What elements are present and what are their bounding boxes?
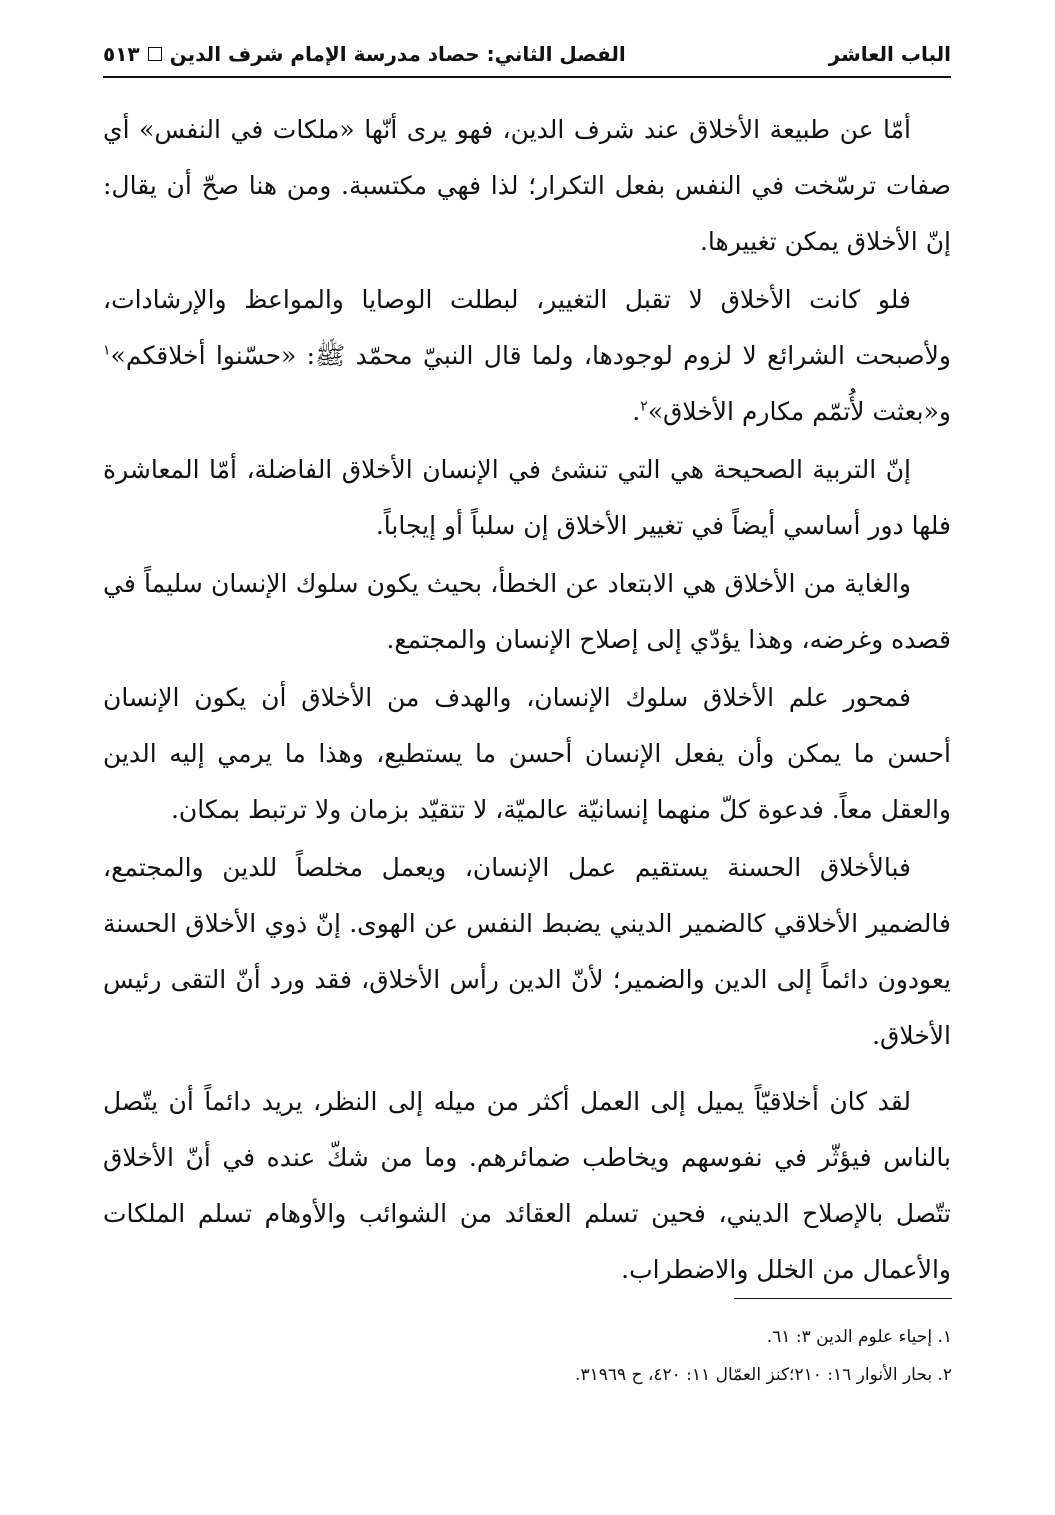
footnote-ref-2[interactable]: ٢ — [640, 398, 648, 415]
paragraph-3: إنّ التربية الصحيحة هي التي تنشئ في الإنسان الأخلاق الفاضلة، أمّا المعاشرة فلها دور أساسي أيضاً في تغيير الأخلاق إن سلباً أو إيجاباً. — [103, 455, 951, 540]
paragraph-4: والغاية من الأخلاق هي الابتعاد عن الخطأ، بحيث يكون سلوك الإنسان سليماً في قصده وغرضه، وهذا يؤدّي إلى إصلاح الإنسان والمجتمع. — [103, 569, 951, 654]
header-rule — [103, 76, 951, 78]
footnote-ref-1[interactable]: ١ — [103, 342, 111, 359]
paragraph-2-part-2: و«بعثت لأُتمّم مكارم الأخلاق» — [647, 397, 951, 426]
paragraph-2-part-1: فلو كانت الأخلاق لا تقبل التغيير، لبطلت الوصايا والمواعظ والإرشادات، ولأصبحت الشرائع لا لزوم لوجودها، ولما قال النبيّ محمّد ﷺ: «حسّنوا أخلاقكم» — [103, 285, 951, 370]
paragraph-7: لقد كان أخلاقيّاً يميل إلى العمل أكثر من ميله إلى النظر، يريد دائماً أن يتّصل بالناس فيؤثّر في نفوسهم ويخاطب ضمائرهم. وما من شكّ عنده في أنّ الأخلاق تتّصل بالإصلاح الديني، فحين تسلم العقائد من الشوائب والأوهام تسلم الملكات والأعمال من الخلل والاضطراب. — [103, 1087, 951, 1284]
paragraph-2 — [103, 272, 951, 440]
running-header — [103, 38, 951, 78]
section-heading — [103, 42, 626, 66]
body-text — [103, 102, 951, 1300]
paragraph-5: فمحور علم الأخلاق سلوك الإنسان، والهدف من الأخلاق أن يكون الإنسان أحسن ما يمكن وأن يفعل الإنسان أحسن ما يستطيع، وهذا ما يرمي إليه الدين والعقل معاً. فدعوة كلّ منهما إنسانيّة عالميّة، لا تتقيّد بزمان ولا ترتبط بمكان. — [103, 683, 951, 824]
chapter-title: الباب العاشر — [828, 42, 951, 66]
square-separator-icon — [148, 47, 162, 61]
footnote-1: ١. إحياء علوم الدين ٣: ٦١. — [766, 1327, 952, 1347]
paragraph-1: أمّا عن طبيعة الأخلاق عند شرف الدين، فهو يرى أنّها «ملكات في النفس» أي صفات ترسّخت في النفس بفعل التكرار؛ لذا فهي مكتسبة. ومن هنا صحّ أن يقال: إنّ الأخلاق يمكن تغييرها. — [103, 115, 951, 256]
footnotes — [104, 1318, 952, 1394]
page-number: ٥١٣ — [103, 42, 140, 66]
sentence-end: . — [632, 397, 641, 426]
footnote-2: ٢. بحار الأنوار ١٦: ٢١٠؛كنز العمّال ١١: ٤٢٠، ح ٣١٩٦٩. — [575, 1365, 952, 1385]
section-title: الفصل الثاني: حصاد مدرسة الإمام شرف الدين — [169, 42, 626, 66]
footnote-rule — [734, 1298, 952, 1299]
paragraph-6: فبالأخلاق الحسنة يستقيم عمل الإنسان، ويعمل مخلصاً للدين والمجتمع، فالضمير الأخلاقي كالضمير الديني يضبط النفس عن الهوى. إنّ ذوي الأخلاق الحسنة يعودون دائماً إلى الدين والضمير؛ لأنّ الدين رأس الأخلاق، فقد ورد أنّ التقى رئيس الأخلاق. — [103, 853, 951, 1050]
